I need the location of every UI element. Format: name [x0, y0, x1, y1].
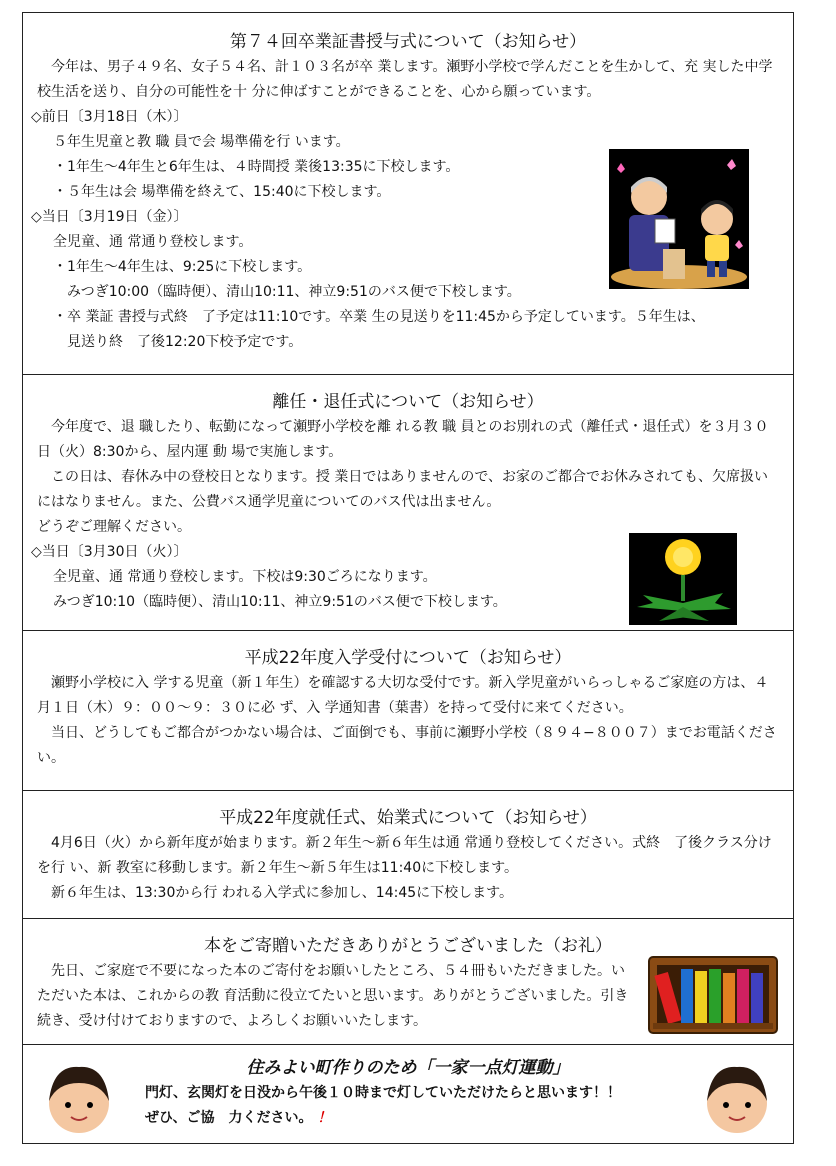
list-item: ・1年生〜4年生は、9:25に下校します。 [53, 259, 312, 275]
section-title: 平成22年度就任式、始業式について（お知らせ） [219, 808, 597, 828]
section-title: 平成22年度入学受付について（お知らせ） [244, 648, 572, 668]
list-item: ・1年生〜4年生と6年生は、４時間授 業後13:35に下校します。 [53, 159, 460, 175]
paragraph: 当日、どうしてもご都合がつかない場合は、ご面倒でも、事前に瀬野小学校（８９４−８００７）までお電話ください。 [37, 725, 777, 766]
list-item: ・卒 業証 書授与式終 了予定は11:10です。卒業 生の見送りを11:45から予定しています。５年生は、 [53, 309, 705, 325]
day-heading: ◇当日〔3月19日（金）〕 [31, 209, 188, 225]
paragraph: 4月6日（火）から新年度が始まります。新２年生〜新６年生は通 常通り登校してください。式終 了後クラス分けを行 い、新 教室に移動します。新２年生〜新５年生は11:40に下校します。 [37, 835, 772, 876]
list-item: みつぎ10:00（臨時便）、清山10:11、神立9:51のバス便で下校します。 [67, 284, 521, 300]
section-lighting-campaign [23, 1045, 793, 1145]
list-item: 見送り終 了後12:20下校予定です。 [67, 334, 303, 350]
paragraph: 瀬野小学校に入 学する児童（新１年生）を確認する大切な受付です。新入学児童がいらっしゃるご家庭の方は、４月１日（木）９：００〜９：３０に必 ず、入 学通知書（葉書）を持って受付に来てください。 [37, 675, 769, 716]
list-item: 全児童、通 常通り登校します。 [53, 234, 253, 250]
list-item: ・５年生は会 場準備を終えて、15:40に下校します。 [53, 184, 391, 200]
list-item: 全児童、通 常通り登校します。下校は9:30ごろになります。 [53, 569, 437, 585]
list-item: みつぎ10:10（臨時便）、清山10:11、神立9:51のバス便で下校します。 [53, 594, 507, 610]
exclamation-mark: ！ [317, 1110, 332, 1126]
day-heading: ◇前日〔3月18日（木）〕 [31, 109, 188, 125]
graduation-illustration [609, 149, 749, 289]
section-title: 住みよい町作りのため「一家一点灯運動」 [246, 1058, 570, 1078]
section-opening-ceremony [23, 791, 793, 919]
section-title: 離任・退任式について（お知らせ） [272, 392, 544, 412]
list-item: ５年生児童と教 職 員で会 場準備を行 います。 [53, 134, 350, 150]
request-text: ぜひ、ご協 力ください。 [145, 1110, 313, 1126]
paragraph: 新６年生は、13:30から行 われる入学式に参加し、14:45に下校します。 [37, 885, 514, 901]
dandelion-illustration [629, 533, 737, 625]
paragraph: 今年度で、退 職したり、転勤になって瀬野小学校を離 れる教 職 員とのお別れの式（離任式・退任式）を３月３０日（火）8:30から、屋内運 動 場で実施します。 [37, 419, 769, 460]
section-graduation [23, 13, 793, 375]
boy-face-left-illustration [37, 1063, 121, 1137]
boy-face-right-illustration [695, 1063, 779, 1137]
section-farewell [23, 375, 793, 631]
paragraph: どうぞご理解ください。 [37, 519, 191, 535]
paragraph: この日は、春休み中の登校日となります。授 業日ではありませんので、お家のご都合でお休みされても、欠席扱いにはなりません。また、公費バス通学児童についてのバス代は出ません。 [37, 469, 769, 510]
section-book-donation [23, 919, 793, 1045]
notice-frame [22, 12, 794, 1144]
paragraph: 先日、ご家庭で不要になった本のご寄付をお願いしたところ、５４冊もいただきました。いただいた本は、これからの教 育活動に役立てたいと思います。ありがとうございました。引き続き、受け付けておりますので、よろしくお願いいたします。 [37, 963, 629, 1029]
bookshelf-illustration [647, 955, 779, 1035]
section-title: 第７４回卒業証書授与式について（お知らせ） [229, 32, 587, 52]
section-title: 本をご寄贈いただきありがとうございました（お礼） [204, 936, 612, 956]
paragraph [37, 1106, 779, 1131]
paragraph: 門灯、玄関灯を日没から午後１０時まで灯していただけたらと思います！！ [145, 1085, 621, 1101]
paragraph: 今年は、男子４９名、女子５４名、計１０３名が卒 業します。瀬野小学校で学んだことを生かして、充 実した中学校生活を送り、自分の可能性を十 分に伸ばすことができることを、心から願っています。 [37, 59, 773, 100]
section-enrollment [23, 631, 793, 791]
day-heading: ◇当日〔3月30日（火）〕 [31, 544, 188, 560]
